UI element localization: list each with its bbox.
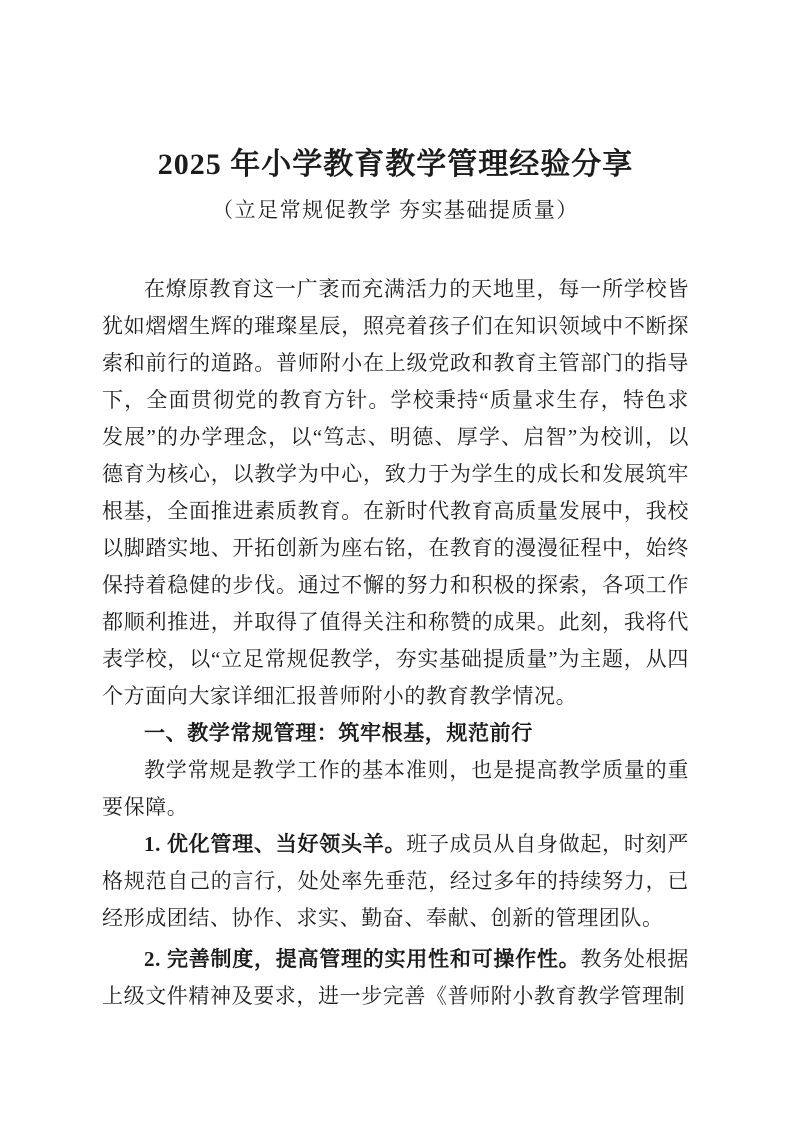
section-heading-text: 一、教学常规管理：筑牢根基，规范前行 bbox=[144, 721, 533, 745]
document-subtitle: （立足常规促教学 夯实基础提质量） bbox=[212, 198, 579, 222]
document-title: 2025 年小学教育教学管理经验分享 bbox=[157, 148, 634, 181]
paragraph-text: 班子成员从自身做起，时刻严格规范自己的言行，处处率先垂范，经过多年的持续努力，已经形成团结、协作、求实、勤奋、奉献、创新的管理团队。 bbox=[102, 832, 689, 930]
paragraph-point-1 bbox=[102, 826, 689, 937]
paragraph-lead-bold: 1. 优化管理、当好领头羊。 bbox=[144, 832, 407, 856]
paragraph-text: 在燎原教育这一广袤而充满活力的天地里，每一所学校皆犹如熠熠生辉的璀璨星辰，照亮着孩子们在知识领域中不断探索和前行的道路。普师附小在上级党政和教育主管部门的指导下，全面贯彻党的教育方针。学校秉持“质量求生存，特色求发展”的办学理念，以“笃志、明德、厚学、启智”为校训，以德育为核心，以教学为中心，致力于为学生的成长和发展筑牢根基，全面推进素质教育。在新时代教育高质量发展中，我校以脚踏实地、开拓创新为座右铭，在教育的漫漫征程中，始终保持着稳健的步伐。通过不懈的努力和积极的探索，各项工作都顺利推进，并取得了值得关注和称赞的成果。此刻，我将代表学校，以“立足常规促教学，夯实基础提质量”为主题，从四个方面向大家详细汇报普师附小的教育教学情况。 bbox=[102, 277, 689, 708]
paragraph-section-lead-in bbox=[102, 752, 689, 826]
paragraph-intro bbox=[102, 271, 689, 715]
paragraph-point-2 bbox=[102, 941, 689, 1015]
document-body bbox=[102, 271, 689, 1015]
paragraph-lead-bold: 2. 完善制度，提高管理的实用性和可操作性。 bbox=[144, 947, 581, 971]
paragraph-text: 教务处根据上级文件精神及要求，进一步完善《普师附小教育教学管理制 bbox=[102, 947, 690, 1008]
section-heading-1 bbox=[102, 715, 689, 752]
paragraph-text: 教学常规是教学工作的基本准则，也是提高教学质量的重要保障。 bbox=[102, 758, 689, 819]
